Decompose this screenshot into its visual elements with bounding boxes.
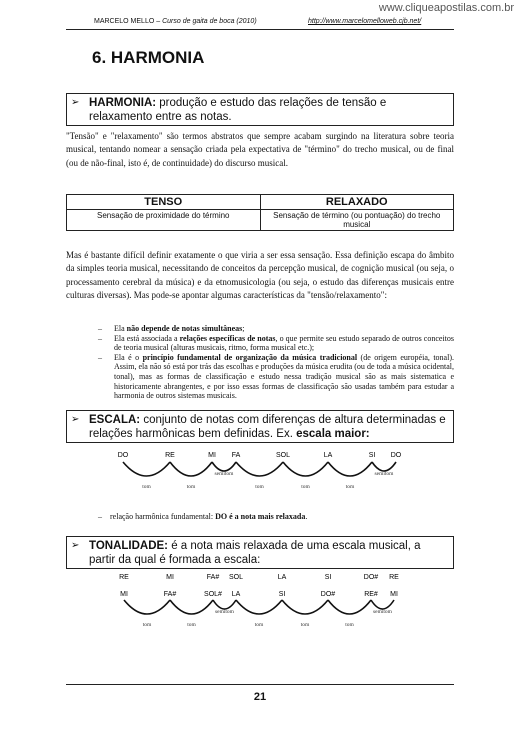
header-author: MARCELO MELLO [94,18,155,25]
note-label: FA [231,452,241,459]
interval-arc [123,462,170,476]
section-title: 6. HARMONIA [92,48,205,67]
interval-label: tom [187,622,196,628]
interval-label: tom [345,622,354,628]
interval-arc [236,600,282,614]
interval-label: tom [345,484,355,490]
note-label: RE [389,574,399,581]
interval-label: tom [254,622,264,628]
interval-arc [372,462,396,471]
header-url[interactable]: http://www.marcelomelloweb.cjb.net/ [308,18,422,25]
note-label: DO [390,452,402,459]
interval-label: tom [186,484,196,490]
note-label: DO# [320,591,336,598]
interval-arc [213,600,236,609]
table-cell-tenso: Sensação de proximidade do término [67,210,261,231]
interval-label: tom [142,484,151,490]
arrow-bullet-icon: ➢ [71,414,80,425]
interval-label: semitom [214,471,234,477]
watermark: www.cliqueapostilas.com.br [378,2,514,14]
intro-paragraph: "Tensão" e "relaxamento" são termos abstratos que sempre acabam surgindo na literatura sobre teoria musical, tentando nomear a sensação criada pela expectativa de "término" do trecho musical, ou de final (ou de não-final, isto é, de continuidade) do discurso musical. [66,131,454,168]
page-number: 21 [253,691,267,703]
escala-definition-box: ➢ ESCALA: conjunto de notas com diferenças de altura determinadas e relações harmônicas bem definidas. Ex. escala maior: [66,410,454,443]
list-item: – Ela não depende de notas simultâneas; [98,324,245,333]
interval-arc [328,600,371,614]
interval-arc [170,600,213,614]
note-label: SI [368,452,376,459]
note-label: SI [278,591,286,598]
note-label: SI [324,574,332,581]
list-item: – Ela é o princípio fundamental de organização da música tradicional (de origem européia, tonal). Assim, ela não só está por trás das escolhas e produções da música erudita (ou de toda a música ocidental, tonal), mas as formas de classificação e estudo nessa tradição musical são as mais sistematica e historicamente abrangentes, e por isso essas formas de classificação são usadas também para estudar a harmonia de outros sistemas musicais. [98,352,454,401]
note-label: SOL [228,574,244,581]
note-label: DO [117,452,129,459]
tonalidade-term: TONALIDADE: [89,540,169,552]
interval-label: tom [300,622,310,628]
interval-arc [236,462,283,476]
interval-arc [371,600,394,609]
table-header-tenso: TENSO [67,195,261,210]
note-label: DO# [363,574,379,581]
header-course: Curso de gaita de boca (2010) [162,18,257,25]
note-label: RE# [364,591,378,598]
table-header-relaxado: RELAXADO [260,195,454,210]
interval-arc [212,462,236,471]
footer-rule [66,684,454,685]
d-and-e-major-scale-diagram [119,574,399,628]
interval-label: tom [142,622,152,628]
interval-arc [328,462,372,476]
arrow-bullet-icon: ➢ [71,540,80,551]
note-label: FA# [163,591,177,598]
c-major-scale-diagram [118,452,402,490]
note-label: FA# [206,574,220,581]
escala-term: ESCALA: [89,414,141,426]
note-label: SOL# [204,591,222,598]
scale-note: – relação harmônica fundamental: DO é a nota mais relaxada. [98,512,308,521]
note-label: LA [277,574,287,581]
running-header: MARCELO MELLO – Curso de gaita de boca (2010) [94,18,257,25]
interval-arc [283,462,328,476]
note-label: MI [208,452,216,459]
tonalidade-definition-box: ➢ TONALIDADE: é a nota mais relaxada de uma escala musical, a partir da qual é formada a escala: [66,536,454,569]
note-label: RE [165,452,175,459]
interval-arc [170,462,212,476]
harmonia-definition-box: ➢ HARMONIA: produção e estudo das relações de tensão e relaxamento entre as notas. [66,93,454,126]
interval-label: semitom [215,609,234,615]
harmonia-term: HARMONIA: [89,97,157,109]
list-item: – Ela está associada a relações específicas de notas, o que permite seu estudo separado de outros conceitos de teoria musical (alturas musicais, ritmo, forma musical etc.); [98,333,454,353]
note-label: MI [120,591,128,598]
interval-label: tom [301,484,310,490]
interval-label: tom [255,484,264,490]
note-label: MI [166,574,174,581]
note-label: LA [231,591,241,598]
note-label: RE [119,574,129,581]
interval-arc [124,600,170,614]
paragraph-2: Mas é bastante difícil definir exatamente o que viria a ser essa sensação. Essa definição escapa do âmbito da simples teoria musical, necessitando de conceitos da percepção musical, de cognição musical (ou seja, o processamento cerebral da música) e da etnomusicologia (ou seja, o estudo das diferenças musicais entre culturas diversas). Mas pode-se apontar algumas características da "tensão/relaxamento": [66,250,454,300]
note-label: LA [323,452,333,459]
arrow-bullet-icon: ➢ [71,97,80,108]
interval-label: semitom [373,609,392,615]
note-label: SOL [275,452,291,459]
table-cell-relaxado: Sensação de término (ou pontuação) do trecho musical [260,210,454,231]
note-label: MI [390,591,398,598]
interval-label: semitom [374,471,394,477]
interval-arc [282,600,328,614]
